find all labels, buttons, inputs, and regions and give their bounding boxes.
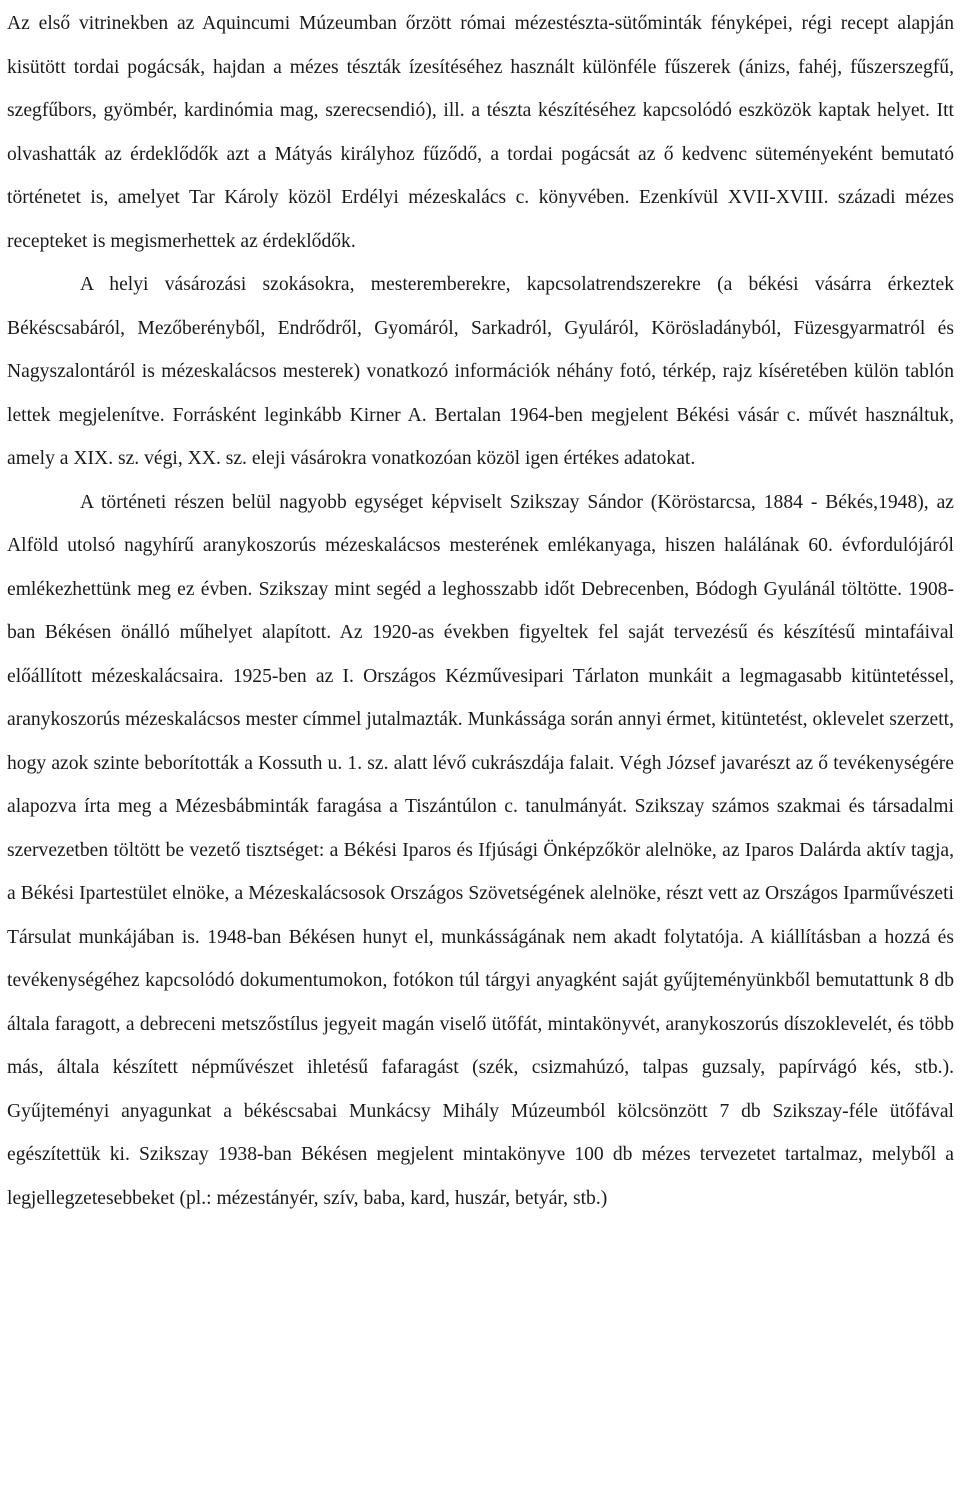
document-page — [7, 2, 954, 1220]
paragraph-3: A történeti részen belül nagyobb egységet képviselt Szikszay Sándor (Köröstarcsa, 1884 - Békés,1948), az Alföld utolsó nagyhírű aranykoszorús mézeskalácsos mesterének emlékanyaga, hiszen halálának 60. évfordulójáról emlékezhettünk meg ez évben. Szikszay mint segéd a leghosszabb időt Debrecenben, Bódogh Gyulánál töltötte. 1908-ban Békésen önálló műhelyet alapított. Az 1920-as években figyeltek fel saját tervezésű és készítésű mintafáival előállított mézeskalácsaira. 1925-ben az I. Országos Kézművesipari Tárlaton munkáit a legmagasabb kitüntetéssel, aranykoszorús mézeskalácsos mester címmel jutalmazták. Munkássága során annyi érmet, kitüntetést, oklevelet szerzett, hogy azok szinte beborították a Kossuth u. 1. sz. alatt lévő cukrászdája falait. Végh József javarészt az ő tevékenységére alapozva írta meg a Mézesbábminták faragása a Tiszántúlon c. tanulmányát. Szikszay számos szakmai és társadalmi szervezetben töltött be vezető tisztséget: a Békési Iparos és Ifjúsági Önképzőkör alelnöke, az Iparos Dalárda aktív tagja, a Békési Ipartestület elnöke, a Mézeskalácsosok Országos Szövetségének alelnöke, részt vett az Országos Iparművészeti Társulat munkájában is. 1948-ban Békésen hunyt el, munkásságának nem akadt folytatója. A kiállításban a hozzá és tevékenységéhez kapcsolódó dokumentumokon, fotókon túl tárgyi anyagként saját gyűjteményünkből bemutattunk 8 db általa faragott, a debreceni metszőstílus jegyeit magán viselő ütőfát, mintakönyvét, aranykoszorús díszoklevelét, és több más, általa készített népművészet ihletésű fafaragást (szék, csizmahúzó, talpas guzsaly, papírvágó kés, stb.). Gyűjteményi anyagunkat a békéscsabai Munkácsy Mihály Múzeumból kölcsönzött 7 db Szikszay-féle ütőfával egészítettük ki. Szikszay 1938-ban Békésen megjelent mintakönyve 100 db mézes tervezetet tartalmaz, melyből a legjellegzetesebbeket (pl.: mézestányér, szív, baba, kard, huszár, betyár, stb.) — [7, 491, 954, 1209]
paragraph-2: A helyi vásározási szokásokra, mesteremberekre, kapcsolatrendszerekre (a békési vásárra érkeztek Békéscsabáról, Mezőberényből, Endrődről, Gyomáról, Sarkadról, Gyuláról, Körösladányból, Füzesgyarmatról és Nagyszalontáról is mézeskalácsos mesterek) vonatkozó információk néhány fotó, térkép, rajz kíséretében külön tablón lettek megjelenítve. Forrásként leginkább Kirner A. Bertalan 1964-ben megjelent Békési vásár c. művét használtuk, amely a XIX. sz. végi, XX. sz. eleji vásárokra vonatkozóan közöl igen értékes adatokat. — [7, 274, 954, 469]
paragraph-1: Az első vitrinekben az Aquincumi Múzeumban őrzött római mézestészta-sütőminták fényképei, régi recept alapján kisütött tordai pogácsák, hajdan a mézes tészták ízesítéséhez használt különféle fűszerek (ánizs, fahéj, fűszerszegfű, szegfűbors, gyömbér, kardinómia mag, szerecsendió), ill. a tészta készítéséhez kapcsolódó eszközök kaptak helyet. Itt olvashatták az érdeklődők azt a Mátyás királyhoz fűződő, a tordai pogácsát az ő kedvenc süteményeként bemutató történetet is, amelyet Tar Károly közöl Erdélyi mézeskalács c. könyvében. Ezenkívül XVII-XVIII. századi mézes recepteket is megismerhettek az érdeklődők. — [7, 13, 954, 252]
